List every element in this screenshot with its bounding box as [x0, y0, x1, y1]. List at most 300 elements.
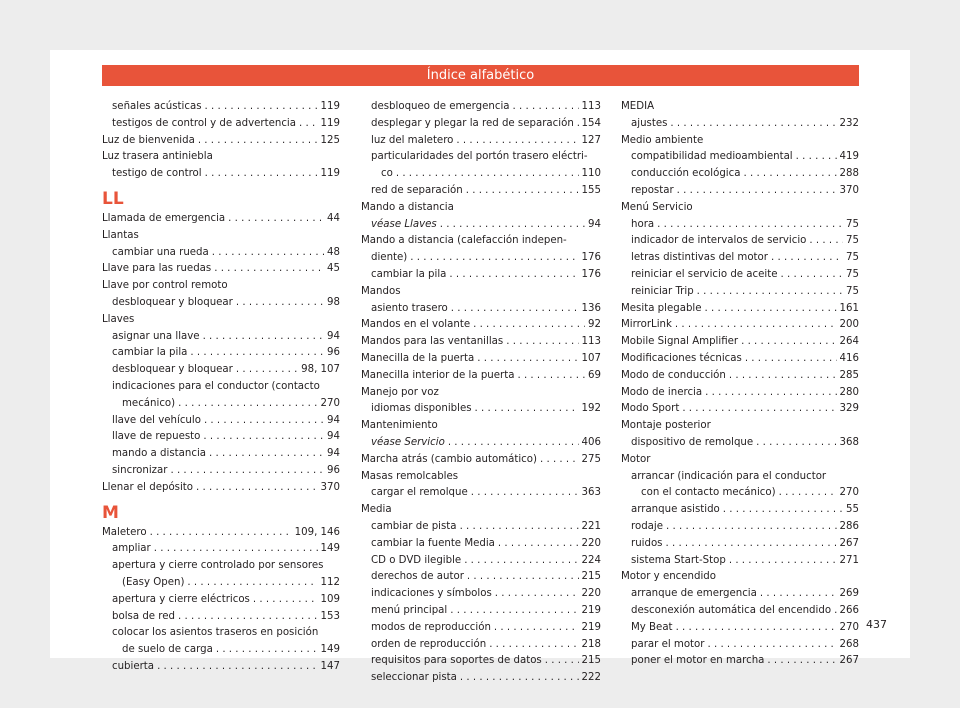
- index-entry: [102, 362, 340, 379]
- dot-leader: [460, 519, 579, 536]
- entry-page-number: 232: [839, 117, 859, 129]
- dot-leader: [676, 620, 837, 637]
- entry-text: mando a distancia: [112, 448, 207, 460]
- dot-leader: [205, 99, 318, 116]
- entry-text: desbloquear y bloquear: [112, 296, 233, 308]
- dot-leader: [157, 659, 317, 676]
- section-letter: LL: [102, 188, 124, 209]
- entry-page-number: 153: [320, 610, 340, 622]
- entry-text: Manecilla de la puerta: [361, 352, 475, 364]
- entry-text: señales acústicas: [112, 101, 202, 112]
- dot-leader: [190, 345, 324, 362]
- dot-leader: [187, 575, 317, 592]
- entry-text: Motor: [621, 453, 651, 465]
- index-entry: [621, 637, 859, 654]
- entry-page-number: 94: [327, 448, 340, 460]
- entry-text: arrancar (indicación para el conductor: [631, 470, 827, 482]
- index-heading: [621, 469, 859, 486]
- entry-page-number: 270: [839, 621, 859, 633]
- entry-text: ampliar: [112, 543, 151, 555]
- index-entry: [621, 301, 859, 318]
- index-entry: [361, 217, 601, 234]
- entry-page-number: 109, 146: [294, 526, 340, 538]
- entry-text: hora: [631, 218, 655, 230]
- index-entry: [361, 267, 601, 284]
- index-entry: [102, 592, 340, 609]
- dot-leader: [450, 603, 578, 620]
- dot-leader: [495, 586, 579, 603]
- index-entry: [621, 385, 859, 402]
- entry-text: desconexión automática del encendido: [631, 604, 832, 616]
- dot-leader: [796, 149, 837, 166]
- dot-leader: [456, 133, 578, 150]
- entry-page-number: 75: [846, 285, 859, 297]
- entry-text: Mando a distancia: [361, 201, 454, 213]
- section-letter: M: [102, 502, 119, 523]
- entry-text: mecánico): [122, 397, 176, 409]
- entry-text: indicaciones y símbolos: [371, 588, 492, 600]
- dot-leader: [577, 116, 579, 133]
- index-entry: [361, 519, 601, 536]
- page-title: Índice alfabético: [102, 65, 859, 86]
- dot-leader: [707, 637, 836, 654]
- index-entry: [102, 116, 340, 133]
- dot-leader: [410, 250, 578, 267]
- dot-leader: [475, 401, 579, 418]
- index-entry: [102, 211, 340, 228]
- index-entry: [361, 183, 601, 200]
- index-entry: [361, 317, 601, 334]
- dot-leader: [440, 217, 585, 234]
- dot-leader: [697, 284, 843, 301]
- index-entry: [102, 245, 340, 262]
- entry-page-number: 94: [327, 414, 340, 426]
- index-heading: [621, 569, 859, 586]
- entry-text: ruidos: [631, 537, 663, 549]
- entry-page-number: 406: [581, 436, 601, 448]
- entry-text: repostar: [631, 184, 674, 196]
- index-entry: [102, 133, 340, 150]
- index-entry: [621, 435, 859, 452]
- entry-page-number: 161: [839, 302, 859, 314]
- entry-page-number: 110: [581, 168, 601, 180]
- index-entry: [621, 653, 859, 670]
- dot-leader: [489, 637, 578, 654]
- entry-page-number: 107: [581, 352, 601, 364]
- index-entry: [621, 116, 859, 133]
- index-entry: [102, 396, 340, 413]
- entry-text: letras distintivas del motor: [631, 252, 768, 264]
- index-entry: [102, 99, 340, 116]
- entry-page-number: 75: [846, 268, 859, 280]
- entry-text: Modificaciones técnicas: [621, 352, 742, 364]
- entry-text: arranque asistido: [631, 504, 720, 516]
- dot-leader: [834, 603, 836, 620]
- entry-text: Llantas: [102, 229, 139, 241]
- entry-page-number: 267: [839, 537, 859, 549]
- entry-text: Luz de bienvenida: [102, 134, 195, 146]
- entry-page-number: 147: [320, 660, 340, 672]
- index-entry: [621, 485, 859, 502]
- entry-page-number: 112: [320, 576, 340, 588]
- index-entry: [361, 637, 601, 654]
- index-heading: [621, 418, 859, 435]
- entry-page-number: 119: [320, 168, 340, 180]
- entry-text: arranque de emergencia: [631, 588, 757, 600]
- entry-page-number: 267: [839, 655, 859, 667]
- entry-text: Motor y encendido: [621, 571, 716, 583]
- index-entry: [102, 480, 340, 497]
- entry-page-number: 370: [320, 481, 340, 493]
- entry-text: ajustes: [631, 117, 668, 129]
- index-entry: [621, 620, 859, 637]
- entry-text: Manejo por voz: [361, 386, 439, 398]
- entry-text: derechos de autor: [371, 571, 464, 583]
- entry-page-number: 363: [581, 487, 601, 499]
- index-entry: [621, 368, 859, 385]
- entry-page-number: 419: [839, 151, 859, 163]
- dot-leader: [473, 317, 585, 334]
- dot-leader: [756, 435, 836, 452]
- entry-text: conducción ecológica: [631, 168, 741, 180]
- index-entry: [361, 603, 601, 620]
- index-entry: [621, 586, 859, 603]
- entry-text: sincronizar: [112, 464, 168, 476]
- entry-page-number: 218: [581, 638, 601, 650]
- entry-text: cambiar de pista: [371, 520, 457, 532]
- index-entry: [621, 553, 859, 570]
- entry-text: Mando a distancia (calefacción indepen-: [361, 235, 567, 247]
- index-column-3: [621, 99, 859, 670]
- dot-leader: [150, 525, 292, 542]
- dot-leader: [705, 301, 837, 318]
- entry-text: poner el motor en marcha: [631, 655, 765, 667]
- entry-page-number: 269: [839, 588, 859, 600]
- index-entry: [621, 284, 859, 301]
- entry-text: apertura y cierre controlado por sensores: [112, 560, 324, 572]
- entry-page-number: 368: [839, 436, 859, 448]
- dot-leader: [451, 301, 579, 318]
- entry-text: Modo Sport: [621, 403, 680, 415]
- dot-leader: [506, 334, 578, 351]
- entry-text: Modo de conducción: [621, 369, 726, 381]
- entry-text: con el contacto mecánico): [641, 487, 776, 499]
- entry-text: Manecilla interior de la puerta: [361, 369, 515, 381]
- index-entry: [361, 351, 601, 368]
- index-entry: [102, 525, 340, 542]
- entry-page-number: 44: [327, 212, 340, 224]
- dot-leader: [705, 385, 836, 402]
- entry-text: cambiar la fuente Media: [371, 537, 495, 549]
- index-heading: [621, 133, 859, 150]
- entry-text: reiniciar el servicio de aceite: [631, 268, 778, 280]
- entry-page-number: 98: [327, 296, 340, 308]
- entry-text: Mantenimiento: [361, 420, 438, 432]
- entry-page-number: 215: [581, 571, 601, 583]
- entry-text: orden de reproducción: [371, 638, 487, 650]
- entry-text: seleccionar pista: [371, 672, 457, 684]
- index-entry: [361, 485, 601, 502]
- index-entry: [621, 183, 859, 200]
- entry-text: parar el motor: [631, 638, 705, 650]
- dot-leader: [471, 485, 579, 502]
- page-number: 437: [866, 618, 887, 631]
- entry-page-number: 176: [581, 252, 601, 264]
- entry-page-number: 370: [839, 184, 859, 196]
- entry-text: véase Servicio: [371, 436, 445, 448]
- entry-page-number: 215: [581, 655, 601, 667]
- dot-leader: [657, 217, 843, 234]
- entry-text: diente): [371, 252, 408, 264]
- index-entry: [361, 250, 601, 267]
- index-heading: [621, 200, 859, 217]
- index-entry: [102, 345, 340, 362]
- dot-leader: [214, 261, 324, 278]
- entry-page-number: 220: [581, 537, 601, 549]
- index-entry: [361, 116, 601, 133]
- entry-text: testigo de control: [112, 168, 202, 180]
- entry-text: Mobile Signal Amplifier: [621, 336, 739, 348]
- index-entry: [361, 653, 601, 670]
- dot-leader: [741, 334, 836, 351]
- index-entry: [361, 368, 601, 385]
- entry-text: colocar los asientos traseros en posición: [112, 627, 319, 639]
- entry-text: dispositivo de remolque: [631, 436, 754, 448]
- entry-text: indicaciones para el conductor (contacto: [112, 380, 320, 392]
- entry-page-number: 329: [839, 403, 859, 415]
- entry-page-number: 270: [839, 487, 859, 499]
- dot-leader: [513, 99, 579, 116]
- index-entry: [621, 250, 859, 267]
- dot-leader: [154, 541, 318, 558]
- index-entry: [621, 401, 859, 418]
- dot-leader: [204, 413, 324, 430]
- index-entry: [621, 603, 859, 620]
- dot-leader: [517, 368, 585, 385]
- entry-text: llave de repuesto: [112, 431, 201, 443]
- dot-leader: [666, 519, 837, 536]
- entry-text: sistema Start-Stop: [631, 554, 726, 566]
- entry-page-number: 149: [320, 644, 340, 656]
- index-entry: [621, 351, 859, 368]
- entry-text: MEDIA: [621, 101, 655, 112]
- entry-text: Llaves: [102, 313, 135, 325]
- index-entry: [621, 217, 859, 234]
- index-heading: [361, 502, 601, 519]
- index-column-2: [361, 99, 601, 687]
- index-heading: [102, 625, 340, 642]
- dot-leader: [494, 620, 579, 637]
- index-entry: [102, 575, 340, 592]
- index-entry: [361, 166, 601, 183]
- entry-page-number: 75: [846, 218, 859, 230]
- dot-leader: [236, 295, 324, 312]
- entry-text: desplegar y plegar la red de separación: [371, 117, 574, 129]
- entry-text: Mandos: [361, 285, 401, 297]
- entry-text: llave del vehículo: [112, 414, 201, 426]
- index-heading: [102, 312, 340, 329]
- entry-page-number: 192: [581, 403, 601, 415]
- dot-leader: [723, 502, 843, 519]
- entry-text: cargar el remolque: [371, 487, 468, 499]
- entry-text: testigos de control y de advertencia: [112, 117, 296, 129]
- entry-text: Llave para las ruedas: [102, 263, 212, 275]
- entry-page-number: 75: [846, 235, 859, 247]
- entry-page-number: 94: [327, 330, 340, 342]
- dot-leader: [464, 553, 578, 570]
- index-entry: [361, 133, 601, 150]
- entry-page-number: 96: [327, 464, 340, 476]
- entry-text: My Beat: [631, 621, 673, 633]
- index-entry: [102, 413, 340, 430]
- entry-page-number: 75: [846, 252, 859, 264]
- entry-page-number: 48: [327, 246, 340, 258]
- index-heading: [102, 379, 340, 396]
- dot-leader: [809, 233, 843, 250]
- entry-text: asiento trasero: [371, 302, 448, 314]
- entry-page-number: 268: [839, 638, 859, 650]
- index-entry: [621, 334, 859, 351]
- entry-text: cubierta: [112, 660, 155, 672]
- entry-page-number: 222: [581, 672, 601, 684]
- index-heading: [361, 385, 601, 402]
- index-heading: [361, 233, 601, 250]
- entry-page-number: 92: [588, 319, 601, 331]
- entry-page-number: 45: [327, 263, 340, 275]
- entry-page-number: 280: [839, 386, 859, 398]
- entry-page-number: 149: [320, 543, 340, 555]
- index-heading: [102, 149, 340, 166]
- entry-page-number: 119: [320, 101, 340, 112]
- entry-text: idiomas disponibles: [371, 403, 472, 415]
- entry-page-number: 119: [320, 117, 340, 129]
- entry-page-number: 113: [581, 336, 601, 348]
- index-entry: [102, 609, 340, 626]
- index-entry: [102, 295, 340, 312]
- entry-page-number: 176: [581, 268, 601, 280]
- entry-text: bolsa de red: [112, 610, 175, 622]
- index-entry: [621, 149, 859, 166]
- index-entry: [621, 233, 859, 250]
- entry-text: requisitos para soportes de datos: [371, 655, 542, 667]
- dot-leader: [779, 485, 837, 502]
- dot-leader: [760, 586, 837, 603]
- entry-page-number: 219: [581, 621, 601, 633]
- index-entry: [102, 541, 340, 558]
- dot-leader: [196, 480, 318, 497]
- dot-leader: [545, 653, 579, 670]
- entry-page-number: 285: [839, 369, 859, 381]
- entry-page-number: 264: [839, 336, 859, 348]
- entry-text: luz del maletero: [371, 134, 454, 146]
- index-entry: [102, 463, 340, 480]
- dot-leader: [466, 183, 579, 200]
- index-entry: [102, 659, 340, 676]
- dot-leader: [675, 317, 837, 334]
- index-entry: [621, 267, 859, 284]
- entry-page-number: 55: [846, 504, 859, 516]
- index-entry: [361, 536, 601, 553]
- entry-text: Llamada de emergencia: [102, 212, 226, 224]
- index-entry: [102, 261, 340, 278]
- entry-text: cambiar una rueda: [112, 246, 209, 258]
- entry-page-number: 69: [588, 369, 601, 381]
- index-heading: [102, 278, 340, 295]
- index-entry: [621, 536, 859, 553]
- entry-text: Mandos en el volante: [361, 319, 471, 331]
- entry-page-number: 109: [320, 593, 340, 605]
- entry-text: Mandos para las ventanillas: [361, 336, 504, 348]
- entry-text: Llenar el depósito: [102, 481, 194, 493]
- entry-page-number: 219: [581, 604, 601, 616]
- entry-text: indicador de intervalos de servicio: [631, 235, 807, 247]
- index-heading: [621, 452, 859, 469]
- index-entry: [361, 620, 601, 637]
- index-entry: [361, 586, 601, 603]
- dot-leader: [209, 446, 324, 463]
- entry-text: cambiar la pila: [112, 347, 188, 359]
- dot-leader: [253, 592, 318, 609]
- entry-text: desbloquear y bloquear: [112, 364, 233, 376]
- entry-page-number: 224: [581, 554, 601, 566]
- dot-leader: [498, 536, 579, 553]
- entry-text: Menú Servicio: [621, 201, 693, 213]
- index-entry: [621, 502, 859, 519]
- entry-text: de suelo de carga: [122, 644, 213, 656]
- entry-page-number: 125: [320, 134, 340, 146]
- index-heading: [102, 558, 340, 575]
- dot-leader: [670, 116, 836, 133]
- index-entry: [361, 435, 601, 452]
- dot-leader: [665, 536, 836, 553]
- dot-leader: [299, 116, 318, 133]
- entry-text: véase Llaves: [371, 218, 437, 230]
- entry-text: Luz trasera antiniebla: [102, 151, 213, 163]
- dot-leader: [743, 166, 836, 183]
- entry-text: Marcha atrás (cambio automático): [361, 453, 537, 465]
- index-heading: [361, 469, 601, 486]
- entry-page-number: 113: [581, 101, 601, 112]
- index-entry: [361, 452, 601, 469]
- index-entry: [102, 446, 340, 463]
- dot-leader: [745, 351, 837, 368]
- dot-leader: [460, 670, 579, 687]
- entry-page-number: 136: [581, 302, 601, 314]
- entry-text: Modo de inercia: [621, 386, 703, 398]
- index-entry: [361, 301, 601, 318]
- entry-page-number: 286: [839, 520, 859, 532]
- dot-leader: [467, 569, 579, 586]
- index-column-1: [102, 99, 340, 676]
- entry-text: Llave por control remoto: [102, 280, 228, 292]
- entry-page-number: 200: [839, 319, 859, 331]
- entry-text: (Easy Open): [122, 576, 185, 588]
- dot-leader: [212, 245, 324, 262]
- dot-leader: [449, 267, 578, 284]
- dot-leader: [178, 396, 317, 413]
- dot-leader: [396, 166, 579, 183]
- dot-leader: [448, 435, 579, 452]
- dot-leader: [729, 553, 837, 570]
- dot-leader: [236, 362, 298, 379]
- entry-text: Media: [361, 504, 392, 516]
- entry-page-number: 96: [327, 347, 340, 359]
- index-entry: [102, 642, 340, 659]
- entry-page-number: 266: [839, 604, 859, 616]
- entry-page-number: 275: [581, 453, 601, 465]
- index-entry: [361, 569, 601, 586]
- index-heading: [361, 200, 601, 217]
